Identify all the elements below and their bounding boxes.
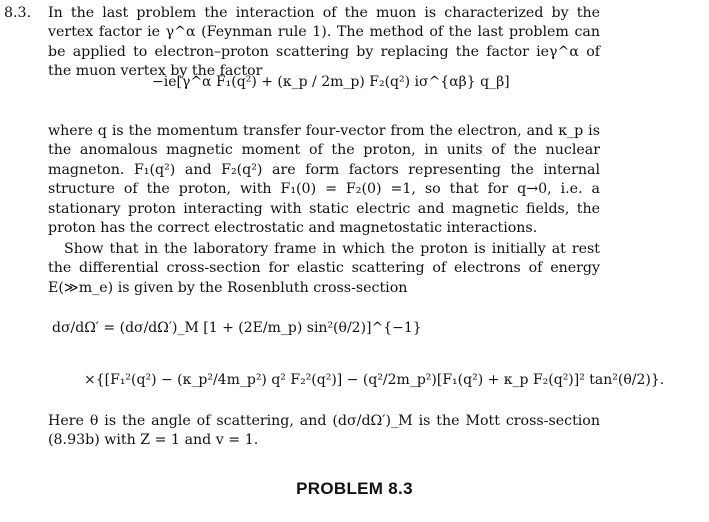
vertex-formula: −ie[γ^α F₁(q²) + (κ_p / 2m_p) F₂(q²) iσ^{αβ} q_β] <box>152 74 510 90</box>
definitions-paragraph <box>48 122 600 238</box>
rosenbluth-equation-line-1 <box>52 320 422 336</box>
closing-text: Here θ is the angle of scattering, and (dσ/dΩ′)_M is the Mott cross-section (8.93b) with Z = 1 and v = 1. <box>48 413 600 449</box>
task-text: Show that in the laboratory frame in which the proton is initially at rest the differential cross-section for elastic scattering of electrons of energy E(≫m_e) is given by the Rosenbluth cross-section <box>48 241 600 296</box>
vertex-factor-equation <box>152 74 510 90</box>
problem-heading: PROBLEM 8.3 <box>296 479 413 498</box>
task-paragraph <box>48 240 600 298</box>
definitions-text: where q is the momentum transfer four-vector from the electron, and κ_p is the anomalous magnetic moment of the proton, in units of the nuclear magneton. F₁(q²) and F₂(q²) are form factors representing the internal structure of the proton, with F₁(0) = F₂(0) =1, so that for q→0, i.e. a stationary proton interacting with static electric and magnetic fields, the proton has the correct electrostatic and magnetostatic interactions. <box>48 123 600 237</box>
problem-intro-paragraph <box>4 4 600 82</box>
rosenbluth-formula-line-2: ×{[F₁²(q²) − (κ_p²/4m_p²) q² F₂²(q²)] − (q²/2m_p²)[F₁(q²) + κ_p F₂(q²)]² tan²(θ/2)}. <box>84 372 665 388</box>
problem-intro-text: In the last problem the interaction of the muon is characterized by the vertex factor ie γ^α (Feynman rule 1). The method of the last problem can be applied to electron–proton scattering by replacing the factor ieγ^α of the muon vertex by the factor <box>48 5 600 80</box>
problem-number: 8.3. <box>4 5 32 21</box>
closing-paragraph <box>48 412 600 451</box>
rosenbluth-equation-line-2 <box>84 372 664 388</box>
rosenbluth-formula-line-1: dσ/dΩ′ = (dσ/dΩ′)_M [1 + (2E/m_p) sin²(θ/2)]^{−1} <box>52 320 422 336</box>
